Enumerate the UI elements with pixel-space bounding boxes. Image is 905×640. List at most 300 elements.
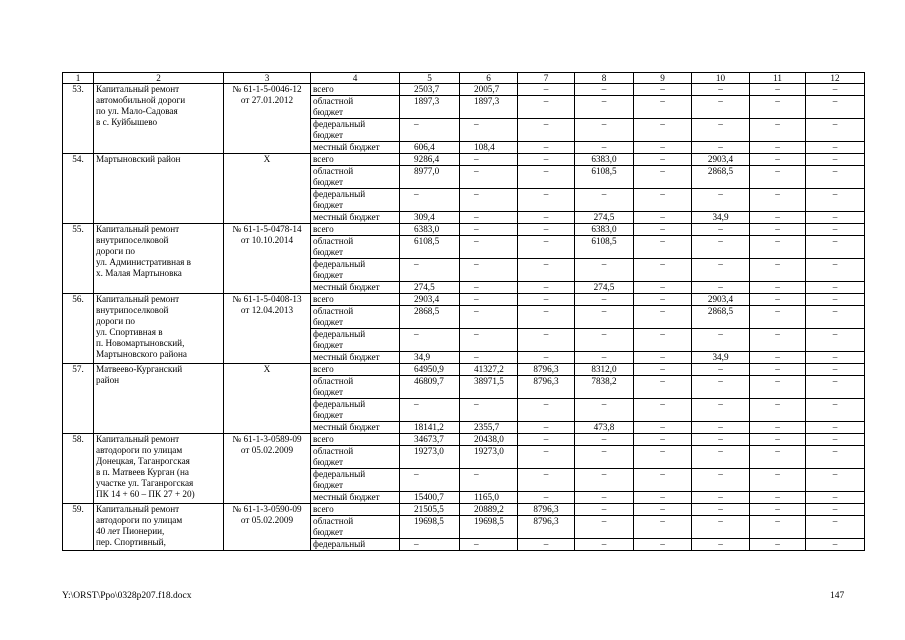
value-cell: 9286,4	[400, 154, 460, 166]
value-cell: –	[634, 212, 692, 224]
funding-source	[311, 516, 400, 539]
funding-source-line: бюджет	[313, 130, 344, 140]
value-cell: 8312,0	[575, 364, 634, 376]
header-row	[63, 73, 865, 84]
value-cell: –	[518, 119, 575, 142]
value-cell: –	[460, 539, 518, 551]
value-cell: –	[750, 306, 806, 329]
object-name-line: Капитальный ремонт	[96, 84, 180, 94]
value-cell: –	[460, 189, 518, 212]
funding-source	[311, 282, 400, 294]
value-cell: 2868,5	[692, 306, 750, 329]
value-cell: –	[750, 294, 806, 306]
table-row	[63, 154, 865, 166]
object-name-line: район	[96, 375, 120, 385]
value-cell: 1165,0	[460, 492, 518, 504]
value-cell: 6108,5	[575, 166, 634, 189]
value-cell: –	[692, 84, 750, 96]
value-cell: –	[460, 259, 518, 282]
funding-source-line: бюджет	[313, 387, 344, 397]
value-cell: –	[750, 329, 806, 352]
value-cell: –	[750, 492, 806, 504]
funding-source-line: бюджет	[313, 317, 344, 327]
value-cell: –	[750, 469, 806, 492]
value-cell: –	[460, 306, 518, 329]
object-name	[94, 84, 224, 154]
document-line: от 27.01.2012	[240, 95, 294, 105]
value-cell: 108,4	[460, 142, 518, 154]
row-number: 57.	[63, 364, 94, 434]
funding-source-line: бюджет	[313, 200, 344, 210]
funding-source	[311, 142, 400, 154]
file-path: Y:\ORST\Ppo\0328p207.f18.docx	[62, 591, 192, 601]
value-cell: –	[518, 422, 575, 434]
value-cell: –	[575, 329, 634, 352]
object-name-line: пер. Спортивный,	[96, 537, 166, 547]
value-cell: –	[634, 189, 692, 212]
value-cell: –	[400, 539, 460, 551]
value-cell: –	[750, 119, 806, 142]
value-cell: –	[575, 119, 634, 142]
value-cell: –	[518, 142, 575, 154]
value-cell: –	[460, 294, 518, 306]
value-cell: –	[634, 119, 692, 142]
value-cell: –	[518, 469, 575, 492]
header-cell: 2	[94, 73, 224, 84]
table-row	[63, 434, 865, 446]
value-cell: –	[750, 142, 806, 154]
value-cell: –	[806, 166, 865, 189]
value-cell: –	[634, 434, 692, 446]
value-cell: –	[460, 212, 518, 224]
document-line: от 05.02.2009	[240, 445, 294, 455]
value-cell: –	[750, 364, 806, 376]
funding-source-line: всего	[313, 504, 334, 514]
document-line: Х	[263, 154, 271, 164]
value-cell: –	[806, 84, 865, 96]
value-cell: 6108,5	[575, 236, 634, 259]
value-cell: –	[634, 504, 692, 516]
value-cell: 21505,5	[400, 504, 460, 516]
header-cell: 9	[634, 73, 692, 84]
value-cell: –	[518, 224, 575, 236]
table-row	[63, 504, 865, 516]
object-name-line: Матвеево-Курганский	[96, 364, 183, 374]
funding-source-line: бюджет	[313, 480, 344, 490]
value-cell: 6383,0	[400, 224, 460, 236]
value-cell: –	[806, 294, 865, 306]
document-number	[224, 294, 311, 364]
value-cell: 19698,5	[400, 516, 460, 539]
value-cell: –	[806, 364, 865, 376]
value-cell: 20889,2	[460, 504, 518, 516]
object-name-line: ПК 14 + 60 – ПК 27 + 20)	[96, 489, 195, 499]
funding-source	[311, 212, 400, 224]
object-name-line: в с. Куйбышево	[96, 117, 158, 127]
value-cell: –	[750, 84, 806, 96]
value-cell: –	[634, 142, 692, 154]
value-cell: –	[692, 364, 750, 376]
funding-source-line: областной	[313, 446, 354, 456]
value-cell: –	[634, 399, 692, 422]
value-cell: –	[692, 376, 750, 399]
object-name-line: Капитальный ремонт	[96, 224, 180, 234]
value-cell: 2903,4	[692, 154, 750, 166]
value-cell: 2503,7	[400, 84, 460, 96]
value-cell: –	[575, 492, 634, 504]
value-cell: 6383,0	[575, 154, 634, 166]
budget-table	[62, 72, 865, 551]
object-name-line: внутрипоселковой	[96, 305, 169, 315]
value-cell: –	[575, 469, 634, 492]
document-line: Х	[263, 364, 271, 374]
header-cell: 7	[518, 73, 575, 84]
object-name	[94, 434, 224, 504]
value-cell: –	[692, 142, 750, 154]
document-line: от 05.02.2009	[240, 515, 294, 525]
value-cell: –	[460, 329, 518, 352]
value-cell: –	[806, 282, 865, 294]
value-cell: –	[460, 399, 518, 422]
value-cell: –	[518, 306, 575, 329]
value-cell: –	[460, 166, 518, 189]
value-cell: –	[806, 154, 865, 166]
funding-source-line: местный бюджет	[313, 422, 380, 432]
value-cell: –	[460, 224, 518, 236]
value-cell: –	[750, 446, 806, 469]
value-cell: –	[634, 84, 692, 96]
value-cell: 34,9	[692, 212, 750, 224]
value-cell: –	[634, 422, 692, 434]
funding-source-line: федеральный	[313, 329, 366, 339]
value-cell: 606,4	[400, 142, 460, 154]
value-cell: –	[575, 259, 634, 282]
value-cell: –	[518, 96, 575, 119]
value-cell: –	[634, 492, 692, 504]
object-name-line: Мартыновский район	[96, 154, 181, 164]
object-name-line: Донецкая, Таганрогская	[96, 456, 190, 466]
funding-source	[311, 166, 400, 189]
object-name-line: Мартыновского района	[96, 349, 187, 359]
value-cell: –	[806, 376, 865, 399]
value-cell: –	[634, 364, 692, 376]
funding-source	[311, 96, 400, 119]
value-cell: –	[806, 306, 865, 329]
value-cell: –	[806, 236, 865, 259]
value-cell: –	[518, 236, 575, 259]
value-cell: 2005,7	[460, 84, 518, 96]
value-cell: 15400,7	[400, 492, 460, 504]
funding-source	[311, 422, 400, 434]
value-cell: –	[692, 399, 750, 422]
value-cell: 8796,3	[518, 364, 575, 376]
funding-source-line: областной	[313, 236, 354, 246]
value-cell: –	[575, 294, 634, 306]
object-name	[94, 294, 224, 364]
funding-source-line: федеральный	[313, 259, 366, 269]
value-cell: –	[750, 189, 806, 212]
value-cell: –	[750, 282, 806, 294]
object-name-line: х. Малая Мартыновка	[96, 268, 182, 278]
row-number: 59.	[63, 504, 94, 551]
funding-source	[311, 492, 400, 504]
value-cell: –	[692, 492, 750, 504]
value-cell: 19273,0	[460, 446, 518, 469]
header-cell: 10	[692, 73, 750, 84]
value-cell: –	[634, 376, 692, 399]
value-cell: –	[750, 539, 806, 551]
value-cell: –	[634, 96, 692, 119]
value-cell: –	[518, 166, 575, 189]
value-cell: –	[692, 469, 750, 492]
funding-source-line: бюджет	[313, 340, 344, 350]
value-cell: –	[750, 166, 806, 189]
document-line: от 10.10.2014	[240, 235, 294, 245]
funding-source	[311, 364, 400, 376]
object-name	[94, 154, 224, 224]
value-cell: –	[575, 84, 634, 96]
value-cell: –	[634, 446, 692, 469]
funding-source	[311, 399, 400, 422]
value-cell: –	[400, 469, 460, 492]
value-cell: 8796,3	[518, 376, 575, 399]
value-cell: –	[460, 469, 518, 492]
value-cell: –	[518, 282, 575, 294]
value-cell: –	[518, 294, 575, 306]
value-cell: –	[692, 434, 750, 446]
value-cell: –	[750, 96, 806, 119]
value-cell: 18141,2	[400, 422, 460, 434]
value-cell: –	[518, 329, 575, 352]
table-row	[63, 84, 865, 96]
funding-source	[311, 329, 400, 352]
object-name	[94, 504, 224, 551]
value-cell: –	[806, 224, 865, 236]
object-name-line: автомобильной дороги	[96, 95, 186, 105]
funding-source-line: областной	[313, 166, 354, 176]
funding-source-line: бюджет	[313, 107, 344, 117]
value-cell: –	[692, 446, 750, 469]
value-cell: –	[750, 376, 806, 399]
value-cell: –	[634, 516, 692, 539]
object-name-line: п. Новомартыновский,	[96, 338, 185, 348]
value-cell: 1897,3	[400, 96, 460, 119]
value-cell: –	[400, 329, 460, 352]
value-cell: –	[692, 119, 750, 142]
value-cell: 34673,7	[400, 434, 460, 446]
funding-source-line: областной	[313, 516, 354, 526]
funding-source-line: всего	[313, 154, 334, 164]
value-cell: –	[750, 516, 806, 539]
funding-source-line: бюджет	[313, 247, 344, 257]
value-cell: –	[634, 352, 692, 364]
value-cell: –	[806, 422, 865, 434]
value-cell: 64950,9	[400, 364, 460, 376]
funding-source-line: всего	[313, 84, 334, 94]
header-cell: 3	[224, 73, 311, 84]
value-cell: –	[575, 434, 634, 446]
value-cell: –	[806, 539, 865, 551]
document-line: № 61-1-5-0408-13	[232, 294, 302, 304]
value-cell: –	[806, 212, 865, 224]
value-cell: 6108,5	[400, 236, 460, 259]
object-name-line: дороги по	[96, 246, 135, 256]
value-cell: 2903,4	[400, 294, 460, 306]
value-cell: 19698,5	[460, 516, 518, 539]
value-cell: –	[518, 189, 575, 212]
funding-source-line: местный бюджет	[313, 212, 380, 222]
value-cell: –	[460, 352, 518, 364]
header-cell: 5	[400, 73, 460, 84]
funding-source	[311, 352, 400, 364]
funding-source-line: всего	[313, 364, 334, 374]
value-cell: –	[634, 166, 692, 189]
value-cell: –	[692, 259, 750, 282]
object-name	[94, 364, 224, 434]
value-cell: –	[518, 259, 575, 282]
document-number	[224, 434, 311, 504]
value-cell: –	[575, 352, 634, 364]
value-cell: –	[692, 236, 750, 259]
value-cell: –	[692, 189, 750, 212]
funding-source	[311, 189, 400, 212]
value-cell: 2903,4	[692, 294, 750, 306]
value-cell: –	[692, 329, 750, 352]
header-cell: 4	[311, 73, 400, 84]
funding-source-line: бюджет	[313, 177, 344, 187]
funding-source	[311, 236, 400, 259]
value-cell: –	[750, 399, 806, 422]
object-name-line: внутрипоселковой	[96, 235, 169, 245]
funding-source-line: федеральный	[313, 119, 366, 129]
value-cell: –	[634, 259, 692, 282]
document-number	[224, 364, 311, 434]
object-name-line: автодороги по улицам	[96, 445, 183, 455]
value-cell: –	[806, 504, 865, 516]
funding-source	[311, 154, 400, 166]
value-cell: –	[634, 224, 692, 236]
value-cell: –	[575, 504, 634, 516]
value-cell: –	[518, 539, 575, 551]
value-cell: –	[460, 282, 518, 294]
value-cell: –	[692, 96, 750, 119]
value-cell: –	[575, 516, 634, 539]
funding-source-line: федеральный	[313, 399, 366, 409]
value-cell: –	[806, 119, 865, 142]
table-row	[63, 294, 865, 306]
funding-source-line: федеральный	[313, 469, 366, 479]
value-cell: –	[692, 224, 750, 236]
value-cell: –	[518, 492, 575, 504]
value-cell: –	[518, 154, 575, 166]
value-cell: –	[750, 434, 806, 446]
value-cell: –	[400, 189, 460, 212]
document-line: № 61-1-5-0046-12	[232, 84, 302, 94]
value-cell: –	[750, 259, 806, 282]
value-cell: –	[806, 434, 865, 446]
object-name-line: Капитальный ремонт	[96, 434, 180, 444]
value-cell: 19273,0	[400, 446, 460, 469]
value-cell: –	[634, 539, 692, 551]
value-cell: 46809,7	[400, 376, 460, 399]
value-cell: –	[750, 154, 806, 166]
document-number	[224, 84, 311, 154]
value-cell: –	[575, 399, 634, 422]
funding-source-line: местный бюджет	[313, 142, 380, 152]
value-cell: –	[806, 142, 865, 154]
value-cell: 38971,5	[460, 376, 518, 399]
row-number: 55.	[63, 224, 94, 294]
document-number	[224, 504, 311, 551]
table-row	[63, 364, 865, 376]
value-cell: –	[634, 294, 692, 306]
value-cell: –	[750, 224, 806, 236]
value-cell: –	[575, 539, 634, 551]
funding-source-line: местный бюджет	[313, 352, 380, 362]
value-cell: –	[518, 399, 575, 422]
object-name	[94, 224, 224, 294]
funding-source	[311, 294, 400, 306]
value-cell: 8796,3	[518, 516, 575, 539]
object-name-line: участке ул. Таганрогская	[96, 478, 194, 488]
value-cell: –	[806, 259, 865, 282]
object-name-line: 40 лет Пионерии,	[96, 526, 165, 536]
value-cell: –	[806, 446, 865, 469]
value-cell: –	[806, 189, 865, 212]
value-cell: –	[575, 189, 634, 212]
funding-source	[311, 84, 400, 96]
value-cell: 20438,0	[460, 434, 518, 446]
document-number	[224, 224, 311, 294]
object-name-line: автодороги по улицам	[96, 515, 183, 525]
value-cell: 2868,5	[400, 306, 460, 329]
object-name-line: по ул. Мало-Садовая	[96, 106, 178, 116]
value-cell: –	[400, 399, 460, 422]
value-cell: 41327,2	[460, 364, 518, 376]
funding-source-line: федеральный	[313, 189, 366, 199]
value-cell: –	[750, 422, 806, 434]
object-name-line: Капитальный ремонт	[96, 294, 180, 304]
table-row	[63, 224, 865, 236]
funding-source-line: бюджет	[313, 527, 344, 537]
value-cell: 274,5	[400, 282, 460, 294]
value-cell: –	[518, 212, 575, 224]
value-cell: –	[806, 469, 865, 492]
value-cell: –	[460, 236, 518, 259]
value-cell: –	[575, 96, 634, 119]
value-cell: –	[806, 399, 865, 422]
object-name-line: Капитальный ремонт	[96, 504, 180, 514]
value-cell: –	[575, 306, 634, 329]
object-name-line: в п. Матвеев Курган (на	[96, 467, 189, 477]
value-cell: 2355,7	[460, 422, 518, 434]
funding-source	[311, 259, 400, 282]
document-line: от 12.04.2013	[240, 305, 294, 315]
value-cell: 7838,2	[575, 376, 634, 399]
funding-source	[311, 469, 400, 492]
funding-source	[311, 119, 400, 142]
object-name-line: дороги по	[96, 316, 135, 326]
value-cell: –	[750, 352, 806, 364]
value-cell: –	[692, 282, 750, 294]
funding-source-line: бюджет	[313, 457, 344, 467]
funding-source-line: всего	[313, 294, 334, 304]
document-line: № 61-1-3-0590-09	[232, 504, 302, 514]
funding-source	[311, 446, 400, 469]
value-cell: 34,9	[692, 352, 750, 364]
funding-source	[311, 504, 400, 516]
funding-source-line: местный бюджет	[313, 282, 380, 292]
